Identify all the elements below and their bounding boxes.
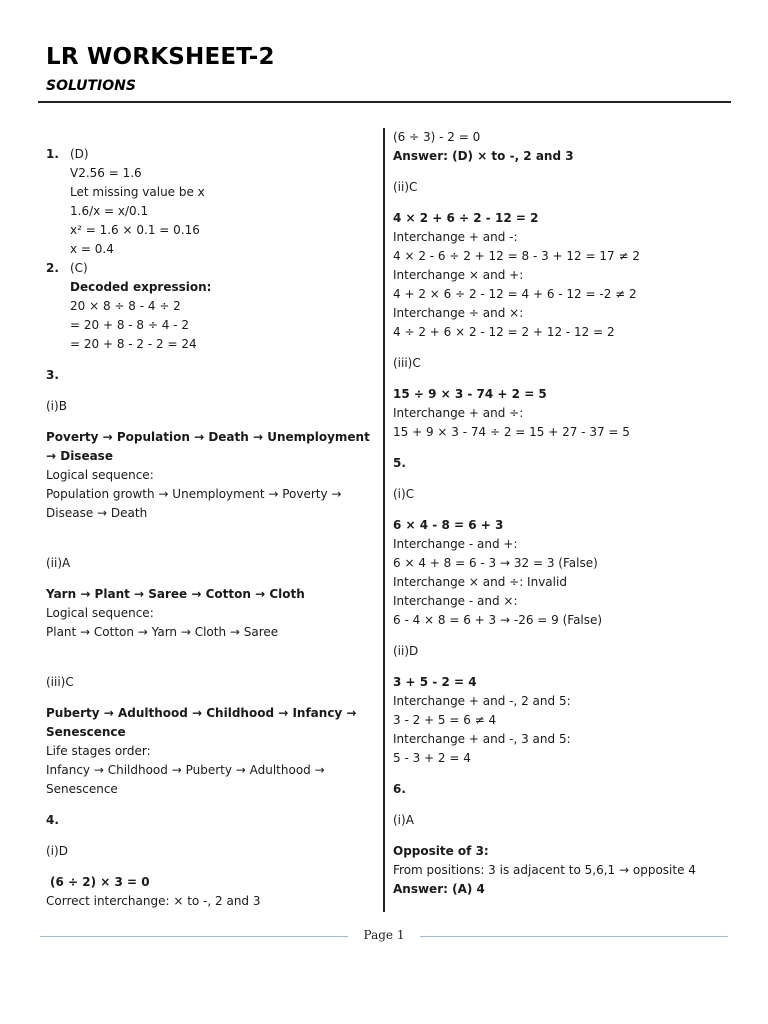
q5-i-line: Interchange × and ÷: Invalid (393, 575, 567, 589)
page-number: Page 1 (363, 928, 405, 942)
q2-step: = 20 + 8 - 2 - 2 = 24 (70, 337, 197, 351)
q5-i-line: 6 - 4 × 8 = 6 + 3 → -26 = 9 (False) (393, 613, 603, 627)
q1-step: Let missing value be x (70, 185, 205, 199)
q1-answer: (D) (70, 147, 89, 161)
q3-ii-sequence: Plant → Cotton → Yarn → Cloth → Saree (46, 625, 279, 639)
q5-i-line: Interchange - and ×: (393, 594, 518, 608)
q2-heading: Decoded expression: (70, 280, 212, 294)
q4-ii-line: 4 + 2 × 6 ÷ 2 - 12 = 4 + 6 - 12 = -2 ≠ 2 (393, 287, 637, 301)
q4-ii-line: Interchange ÷ and ×: (393, 306, 524, 320)
q3-iii-sequence: Infancy → Childhood → Puberty → Adulthood → Senescence (46, 763, 325, 796)
q2-answer-line (46, 259, 371, 278)
q4-iii-label: (iii)C (393, 356, 421, 370)
q2-step: = 20 + 8 - 8 ÷ 4 - 2 (70, 318, 189, 332)
q1-step: V2.56 = 1.6 (70, 166, 142, 180)
q5-ii-line: 3 - 2 + 5 = 6 ≠ 4 (393, 713, 497, 727)
q5-i-expression: 6 × 4 - 8 = 6 + 3 (393, 518, 504, 532)
q4-i-note: Correct interchange: × to -, 2 and 3 (46, 894, 261, 908)
q3-number: 3. (46, 368, 59, 382)
q4-cont-line: (6 ÷ 3) - 2 = 0 (393, 130, 481, 144)
q5-ii-line: Interchange + and -, 2 and 5: (393, 694, 571, 708)
q4-cont-answer: Answer: (D) × to -, 2 and 3 (393, 149, 574, 163)
q5-number: 5. (393, 456, 406, 470)
footer-rule-left (40, 936, 348, 937)
q5-i-label: (i)C (393, 487, 415, 501)
q4-ii-line: 4 × 2 - 6 ÷ 2 + 12 = 8 - 3 + 12 = 17 ≠ 2 (393, 249, 640, 263)
q1-number: 1. (46, 147, 59, 161)
q3-i-given: Poverty → Population → Death → Unemployment → Disease (46, 430, 370, 463)
q3-iii-given: Puberty → Adulthood → Childhood → Infancy → Senescence (46, 706, 357, 739)
q3-i-label: (i)B (46, 399, 67, 413)
q1-answer-line (46, 145, 371, 164)
q4-iii-line: 15 + 9 × 3 - 74 ÷ 2 = 15 + 27 - 37 = 5 (393, 425, 630, 439)
q6-heading: Opposite of 3: (393, 844, 489, 858)
q3-iii-label: (iii)C (46, 675, 74, 689)
q4-ii-line: 4 ÷ 2 + 6 × 2 - 12 = 2 + 12 - 12 = 2 (393, 325, 615, 339)
q5-i-line: Interchange - and +: (393, 537, 518, 551)
q3-i-sequence: Population growth → Unemployment → Poverty → Disease → Death (46, 487, 342, 520)
q5-ii-line: 5 - 3 + 2 = 4 (393, 751, 471, 765)
q2-number: 2. (46, 261, 59, 275)
page-title: LR WORKSHEET-2 (46, 44, 275, 70)
q1-step: x² = 1.6 × 0.1 = 0.16 (70, 223, 200, 237)
page-subtitle: SOLUTIONS (46, 78, 136, 94)
q6-i-label: (i)A (393, 813, 414, 827)
q3-ii-given: Yarn → Plant → Saree → Cotton → Cloth (46, 587, 305, 601)
q4-ii-line: Interchange + and -: (393, 230, 518, 244)
q5-ii-label: (ii)D (393, 644, 419, 658)
q4-ii-expression: 4 × 2 + 6 ÷ 2 - 12 = 2 (393, 211, 539, 225)
q1-step: x = 0.4 (70, 242, 114, 256)
q3-ii-label: (ii)A (46, 556, 71, 570)
q4-i-label: (i)D (46, 844, 68, 858)
q4-ii-line: Interchange × and +: (393, 268, 524, 282)
header-divider (38, 101, 731, 103)
q6-number: 6. (393, 782, 406, 796)
q5-ii-expression: 3 + 5 - 2 = 4 (393, 675, 477, 689)
q1-step: 1.6/x = x/0.1 (70, 204, 149, 218)
q2-step: 20 × 8 ÷ 8 - 4 ÷ 2 (70, 299, 181, 313)
q6-line: From positions: 3 is adjacent to 5,6,1 → opposite 4 (393, 863, 696, 877)
footer-rule-right (420, 936, 728, 937)
q4-number: 4. (46, 813, 59, 827)
q4-i-expression: (6 ÷ 2) × 3 = 0 (50, 875, 150, 889)
q4-ii-label: (ii)C (393, 180, 418, 194)
left-column (46, 145, 371, 911)
q5-i-line: 6 × 4 + 8 = 6 - 3 → 32 = 3 (False) (393, 556, 598, 570)
q4-iii-expression: 15 ÷ 9 × 3 - 74 + 2 = 5 (393, 387, 547, 401)
q4-iii-line: Interchange + and ÷: (393, 406, 524, 420)
q5-ii-line: Interchange + and -, 3 and 5: (393, 732, 571, 746)
q2-answer: (C) (70, 261, 88, 275)
right-column (393, 128, 738, 899)
q3-i-heading: Logical sequence: (46, 468, 154, 482)
q6-answer: Answer: (A) 4 (393, 882, 485, 896)
q3-iii-heading: Life stages order: (46, 744, 151, 758)
column-divider (383, 128, 385, 912)
q3-ii-heading: Logical sequence: (46, 606, 154, 620)
